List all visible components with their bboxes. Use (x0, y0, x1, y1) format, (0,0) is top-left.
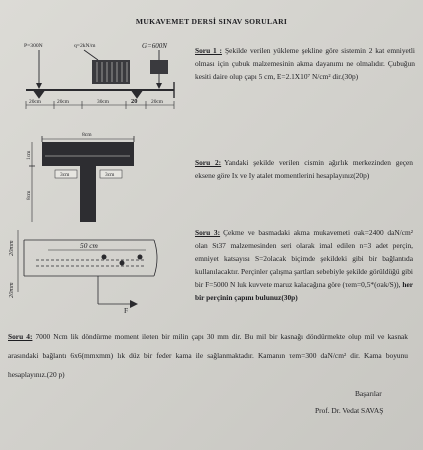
span-label-3: 30cm (97, 99, 109, 105)
load-q-label: q=2kN/m (74, 43, 96, 49)
question-3 (195, 226, 413, 305)
question-1-text: Şekilde verilen yükleme şekline göre sistemin 2 kat emniyetli olması için çubuk malzemesinin akma dayanımı ne olmalıdır. Çubuğun kesiti daire olup çapı 5 cm, E=2.1X10⁷ N/cm² dir.(30p) (195, 46, 415, 82)
web-left-label: 3cm (60, 172, 70, 178)
rivet-joint-figure (6, 212, 174, 314)
web-height-label: 8cm (26, 190, 32, 200)
flange-height-label: 1cm (26, 150, 32, 160)
closing-text: Başarılar (355, 389, 382, 398)
dim-left-label: 20mm (8, 282, 15, 298)
question-4-text: 7000 Ncm lik döndürme moment ileten bir milin çapı 30 mm dir. Bu mil bir kasnağı döndürmekte olup mil ve kasnak arasındaki bağlantı 6x6(mmxmm) lık düz bir feder kama ile sağlanmaktadır. Kamanın τem=300 daN/cm² dir. Kama boyunu hesaplayınız.(20 p) (8, 332, 408, 379)
span-label-4: 20 (131, 98, 138, 105)
load-p-label: P=300N (24, 43, 43, 49)
question-3-text: Çekme ve basmadaki akma mukavemeti σak=2400 daN/cm² olan St37 malzemesinden seri olarak imal edilen n=3 adet perçin, emniyet katsayısı S=2olacak biçimde şekildeki gibi bir bağlantıda kullanılacaktır. Perçinler çalışma şartları sebebiyle şekilde görüldüğü gibi bir F=5000 N luk kuvvete maruz kalacağına göre (τem=0,5*(σak/S)), (195, 228, 413, 290)
question-1 (195, 44, 415, 83)
question-4-label: Soru 4: (8, 332, 33, 341)
flange-width-label: 8cm (82, 132, 92, 138)
web-right-label: 3cm (105, 172, 115, 178)
question-2 (195, 156, 413, 182)
span-label-2: 20cm (57, 99, 69, 105)
question-4 (8, 327, 408, 384)
load-g-label: G=600N (142, 42, 167, 50)
span-label-1: 20cm (29, 99, 41, 105)
force-label: F (124, 306, 129, 314)
dim-top-label: 20mm (8, 240, 15, 256)
question-3-label: Soru 3: (195, 228, 221, 237)
span-label-5: 20cm (151, 99, 163, 105)
beam-figure (14, 38, 184, 128)
joint-width-label: 50 cm (80, 241, 98, 250)
question-3-emphasis: her bir perçinin çapını bulunuz(30p) (195, 280, 413, 303)
question-1-label: Soru 1 : (195, 46, 222, 55)
question-2-text: Yandaki şekilde verilen cismin ağırlık merkezinden geçen eksene göre Ix ve Iy atalet momentlerini hesaplayınız(20p) (195, 158, 413, 181)
question-2-label: Soru 2: (195, 158, 222, 167)
page-title: MUKAVEMET DERSİ SINAV SORULARI (135, 17, 288, 26)
signature: Prof. Dr. Vedat SAVAŞ (315, 406, 384, 415)
